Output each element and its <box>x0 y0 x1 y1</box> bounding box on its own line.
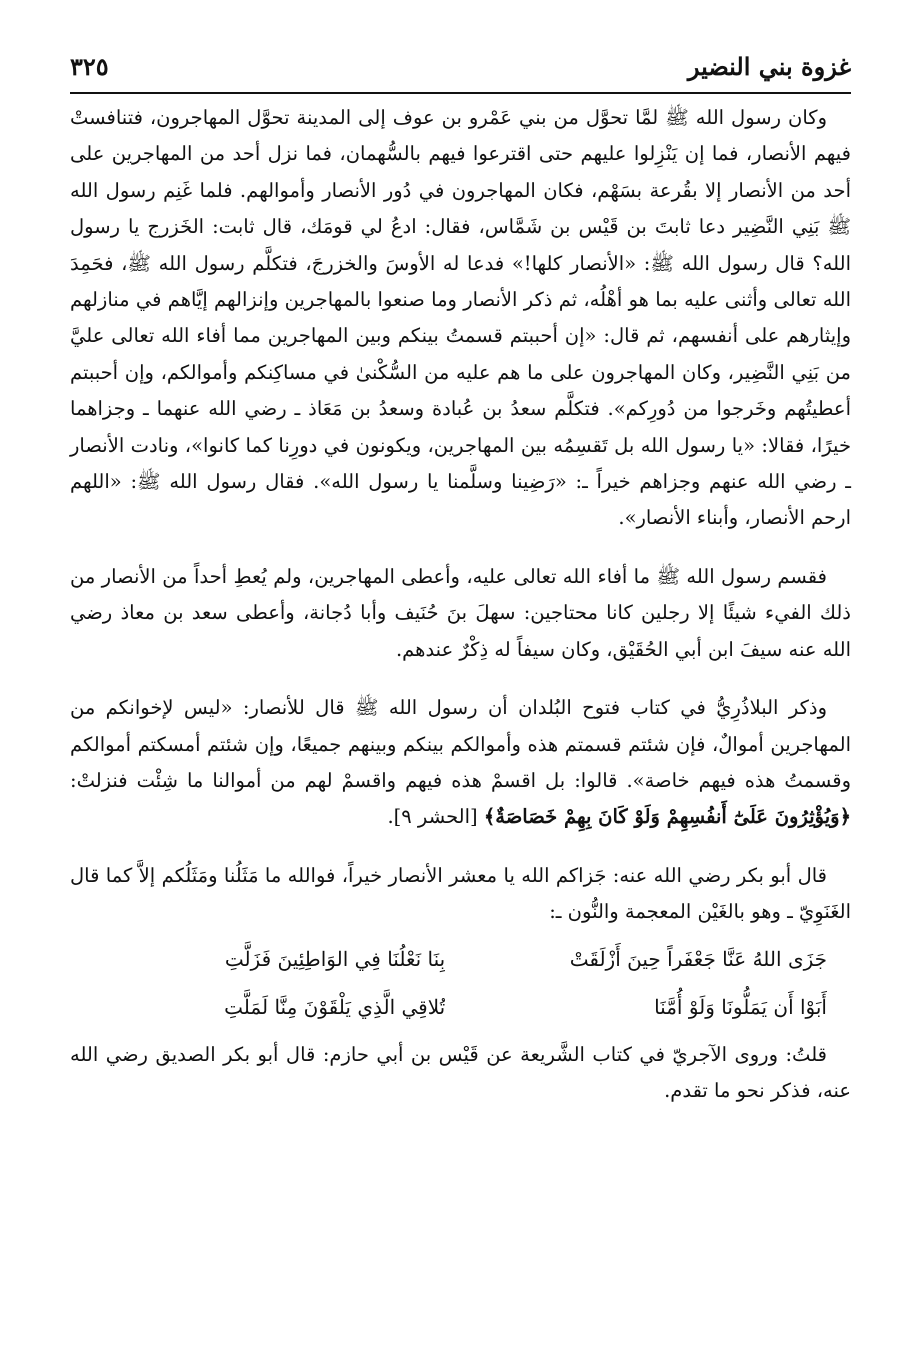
page-body <box>70 100 851 1109</box>
chapter-title: غزوة بني النضير <box>687 51 851 81</box>
page-number: ٣٢٥ <box>70 51 109 81</box>
paragraph-ansar-muhajirun: وكان رسول الله ﷺ لمَّا تحوَّل من بني عَمْرو بن عوف إلى المدينة تحوَّل المهاجرون، فتنافستْ فيهم الأنصار، فما إن يَنْزِلوا عليهم حتى اقترعوا فيهم بالسُّهمان، فما نزل أحد من المهاجرين على أحد من الأنصار إلا بقُرعة بسَهْم، فكان المهاجرون في دُور الأنصار وأموالهم. فلما غَنِم رسول الله ﷺ بَنِي النَّضِير دعا ثابتَ بن قَيْس بن شَمَّاس، فقال: ادعُ لي قومَك، قال ثابت: الخَزرج يا رسول الله؟ قال رسول الله ﷺ: «الأنصار كلها!» فدعا له الأوسَ والخزرجَ، فتكلَّم رسول الله ﷺ، فحَمِدَ الله تعالى وأثنى عليه بما هو أهْلُه، ثم ذكر الأنصار وما صنعوا بالمهاجرين وإنزالهم إيَّاهم في منازلهم وإيثارهم على أنفسهم، ثم قال: «إن أحببتم قسمتُ بينكم وبين المهاجرين مما أفاء الله تعالى عليَّ من بَنِي النَّضِير، وكان المهاجرون على ما هم عليه من السُّكْنىٰ في مساكِنكم وأموالكم، وإن أحببتم أعطيتُهم وخَرجوا من دُورِكم». فتكلَّم سعدُ بن عُبادة وسعدُ بن مَعَاذ ـ رضي الله عنهما ـ وجزاهما خيرًا، فقالا: «يا رسول الله بل تَقسِمُه بين المهاجرين، ويكونون في دورِنا كما كانوا»، ونادت الأنصار ـ رضي الله عنهم وجزاهم خيراً ـ: «رَضِينا وسلَّمنا يا رسول الله». فقال رسول الله ﷺ: «اللهم ارحم الأنصار، وأبناء الأنصار». <box>70 106 851 530</box>
poem <box>70 935 851 1031</box>
poem-verse <box>70 983 827 1031</box>
paragraph-gap <box>70 537 851 559</box>
verse-second-hemistich: تُلاقِي الَّذِي يَلْقَوْنَ مِنَّا لَمَلَّتِ <box>224 994 446 1019</box>
paragraph-ajurri: قلتُ: وروى الآجريّ في كتاب الشَّريعة عن قَيْس بن أبي حازم: قال أبو بكر الصديق رضي الله عنه، فذكر نحو ما تقدم. <box>70 1042 851 1102</box>
paragraph-gap <box>70 836 851 858</box>
paragraph-gap <box>70 668 851 690</box>
verse-second-hemistich: بِنَا نَعْلُنَا فِي الوَاطِئِينَ فَزَلَّتِ <box>224 946 446 971</box>
header-rule <box>70 92 851 94</box>
verse-first-hemistich: أَبَوْا أَن يَمَلُّونَا وَلَوْ أُمَّنَا <box>654 994 827 1019</box>
paragraph-division-of-fay: فقسم رسول الله ﷺ ما أفاء الله تعالى عليه، وأعطى المهاجرين، ولم يُعطِ أحداً من الأنصار من ذلك الفيء شيئًا إلا رجلين كانا محتاجين: سهلَ بنَ حُنَيف وأبا دُجانة، وأعطى سعد بن معاذ رضي الله عنه سيفَ ابن أبي الحُقَيْق، وكان سيفاً له ذِكْرٌ عندهم. <box>70 564 851 661</box>
page-header <box>70 46 851 86</box>
quran-verse: ﴿وَيُؤْثِرُونَ عَلَىٰٓ أَنفُسِهِمْ وَلَوْ كَانَ بِهِمْ خَصَاصَةٌ﴾ <box>483 805 851 829</box>
poem-verse <box>70 935 827 983</box>
paragraph-baladhuri <box>70 690 851 836</box>
quran-reference: [الحشر ٩]. <box>387 805 478 829</box>
baladhuri-text: وذكر البلاذُرِيُّ في كتاب فتوح البُلدان أن رسول الله ﷺ قال للأنصار: «ليس لإخوانكم من المهاجرين أموالٌ، فإن شئتم قسمتم هذه وأموالكم بينكم وبينهم جميعًا، وإن شئتم أمسكتم أموالكم وقسمتُ هذه فيهم خاصة». قالوا: بل اقسمْ هذه فيهم واقسمْ لهم من أموالنا ما شِئْت فنزلتْ: <box>70 696 851 792</box>
paragraph-abu-bakr: قال أبو بكر رضي الله عنه: جَزاكم الله يا معشر الأنصار خيراً، فوالله ما مَثَلُنا ومَثَلُكم إلاَّ كما قال الغَنَوِيّ ـ وهو بالغَيْن المعجمة والنُّون ـ: <box>70 863 851 924</box>
verse-first-hemistich: جَزَى اللهُ عَنَّا جَعْفَراً حِينَ أَزْلَقَتْ <box>569 946 827 971</box>
